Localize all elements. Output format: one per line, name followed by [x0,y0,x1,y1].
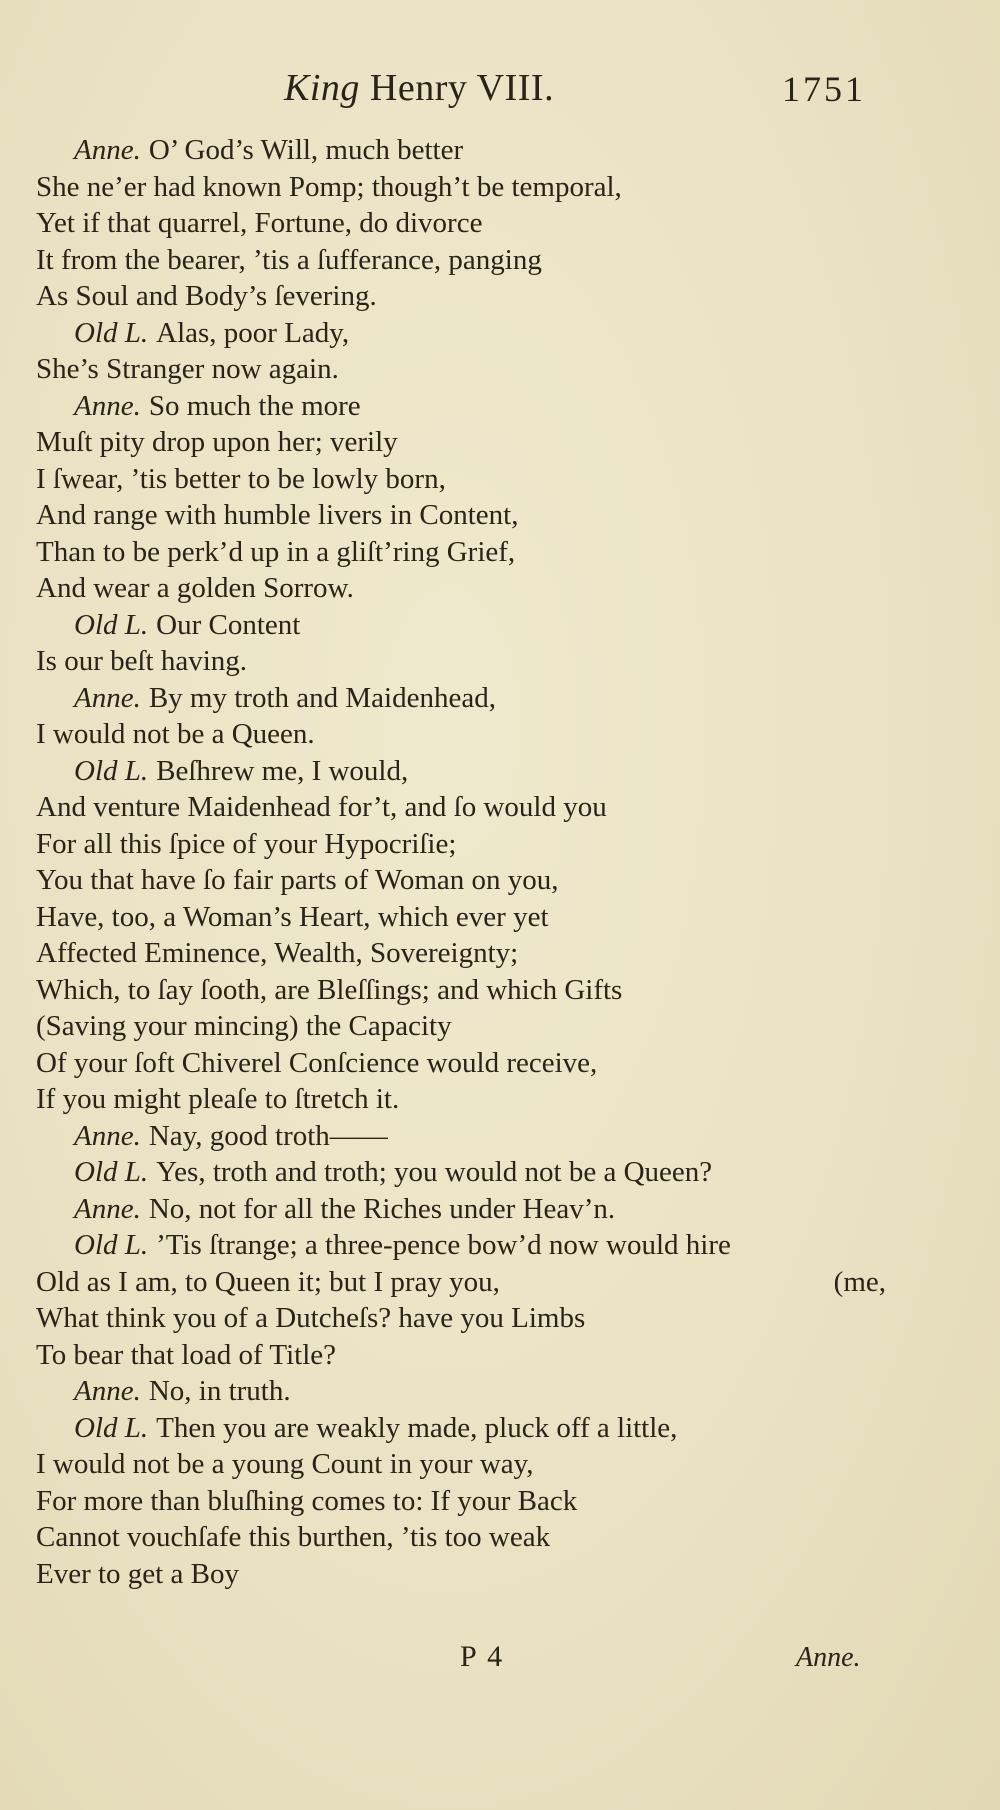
verse-line [36,278,886,315]
signature-mark: P 4 [460,1640,505,1673]
line-text: Affected Eminence, Wealth, Sovereignty; [36,937,519,969]
speech-line [36,1373,886,1410]
speech-line [36,607,886,644]
verse-line [36,497,886,534]
verse-line [36,570,886,607]
title-rest: Henry VIII. [369,67,555,109]
line-text: If you might pleaſe to ſtretch it. [36,1083,400,1115]
line-text: I ſwear, ’tis better to be lowly born, [36,462,446,495]
verse-line [36,424,886,461]
line-text: No, not for all the Riches under Heav’n. [148,1192,616,1225]
line-text: Nay, good troth—— [148,1119,388,1152]
speech-line [36,1191,886,1228]
verse-line [36,351,886,388]
verse-line [36,1008,886,1045]
verse-line [36,1519,886,1556]
line-text: Cannot vouchſafe this burthen, ’tis too weak [36,1521,551,1553]
speech-line [36,132,886,169]
speech-line [36,1118,886,1155]
line-text: And venture Maidenhead for’t, and ſo would you [36,791,607,823]
verse-line [36,1337,886,1374]
verse-line [36,1483,886,1520]
verse-line [36,643,886,680]
line-text: To bear that load of Title? [36,1338,336,1371]
line-text: For all this ſpice of your Hypocriſie; [36,827,457,860]
line-text: You that have ſo fair parts of Woman on you, [36,864,559,896]
speech-line [36,680,886,717]
line-text: By my troth and Maidenhead, [148,681,496,714]
verse-line [36,242,886,279]
speaker-name: Anne. [74,681,141,714]
title-king: King [284,67,360,109]
line-text: Yes, troth and troth; you would not be a Queen? [156,1156,713,1188]
verse-line [36,1300,886,1337]
line-text: Beſhrew me, I would, [156,754,409,787]
verse-line [36,789,886,826]
line-text: Have, too, a Woman’s Heart, which ever yet [36,900,549,933]
page-number: 1751 [782,69,866,109]
speech-line [36,1227,886,1264]
speech-line [36,315,886,352]
verse-line [36,862,886,899]
line-text: Which, to ſay ſooth, are Bleſſings; and which Gifts [36,973,623,1006]
verse-line [36,899,886,936]
line-text: Alas, poor Lady, [156,316,350,349]
play-text [36,132,886,1592]
verse-line [36,169,886,206]
verse-line [36,1045,886,1082]
speaker-name: Old L. [74,1156,149,1188]
speech-line [36,388,886,425]
page-title [284,66,554,110]
verse-line [36,826,886,863]
line-text: Then you are weakly made, pluck off a little, [156,1411,678,1444]
verse-line [36,972,886,1009]
line-text: What think you of a Dutcheſs? have you Limbs [36,1302,586,1334]
verse-line [36,716,886,753]
speaker-name: Old L. [74,608,149,641]
line-text: Ever to get a Boy [36,1557,239,1590]
page-footer [0,1640,1000,1690]
speaker-name: Old L. [74,1411,149,1444]
speech-line [36,1154,886,1191]
line-text: Is our beſt having. [36,645,248,677]
verse-line [36,1446,886,1483]
line-text: (Saving your mincing) the Capacity [36,1010,452,1042]
line-text: I would not be a young Count in your way, [36,1448,534,1480]
catchword: Anne. [796,1642,861,1673]
line-text: She’s Stranger now again. [36,353,339,385]
verse-line [36,205,886,242]
verse-line [36,1264,886,1301]
speaker-name: Anne. [74,134,141,166]
line-text: Yet if that quarrel, Fortune, do divorce [36,207,483,239]
line-text: I would not be a Queen. [36,718,315,750]
turned-over-word: (me, [833,1265,886,1298]
line-text: Of your ſoft Chiverel Conſcience would receive, [36,1046,598,1079]
speaker-name: Old L. [74,316,149,349]
verse-line [36,1556,886,1593]
line-text: Old as I am, to Queen it; but I pray you, [36,1265,500,1298]
line-text: O’ God’s Will, much better [148,134,464,166]
speaker-name: Anne. [74,1375,141,1407]
speech-line [36,753,886,790]
verse-line [36,935,886,972]
line-text: It from the bearer, ’tis a ſufferance, panging [36,243,542,276]
line-text: She ne’er had known Pomp; though’t be temporal, [36,170,622,203]
speaker-name: Old L. [74,1229,149,1261]
verse-line [36,1081,886,1118]
speech-line [36,1410,886,1447]
line-text: Our Content [156,608,301,641]
verse-line [36,461,886,498]
speaker-name: Anne. [74,1192,141,1225]
line-text: Than to be perk’d up in a gliſt’ring Grief, [36,535,516,568]
line-text: For more than bluſhing comes to: If your Back [36,1484,578,1517]
running-head [0,60,1000,120]
speaker-name: Anne. [74,1119,141,1152]
line-text: And range with humble livers in Content, [36,499,519,531]
line-text: ’Tis ſtrange; a three-pence bow’d now would hire [156,1229,731,1261]
speaker-name: Old L. [74,754,149,787]
speaker-name: Anne. [74,389,141,422]
verse-line [36,534,886,571]
line-text: So much the more [148,389,361,422]
line-text: No, in truth. [148,1375,291,1407]
line-text: Muſt pity drop upon her; verily [36,426,398,458]
line-text: And wear a golden Sorrow. [36,572,354,604]
line-text: As Soul and Body’s ſevering. [36,280,377,312]
